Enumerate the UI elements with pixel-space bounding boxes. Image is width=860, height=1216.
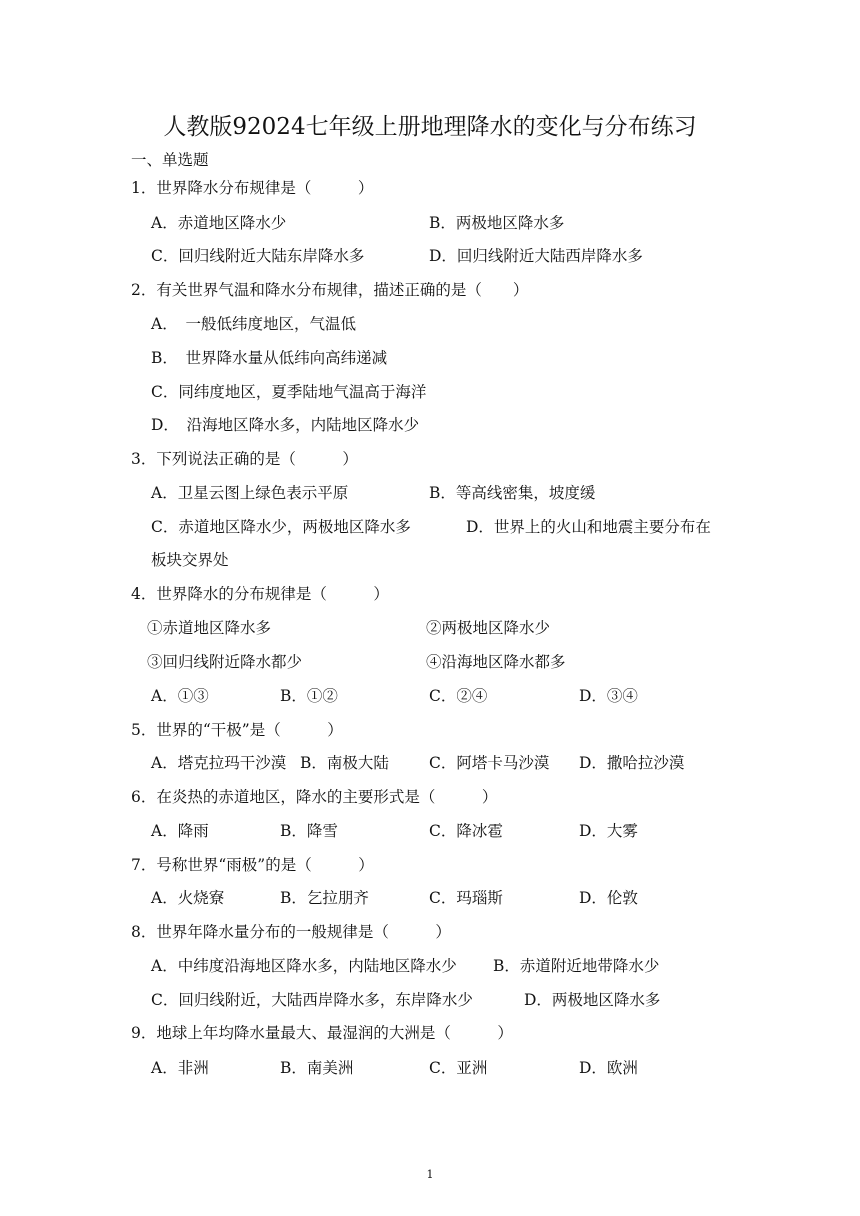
question-6-option-c: C．降冰雹 [429,822,503,840]
question-2-option-c: C．同纬度地区，夏季陆地气温高于海洋 [151,383,427,401]
question-2-option-b: B． 世界降水量从低纬向高纬递减 [151,349,388,367]
question-5-option-d: D．撒哈拉沙漠 [579,754,685,772]
question-2-stem: 2．有关世界气温和降水分布规律，描述正确的是（ ） [131,281,529,299]
question-2-option-d: D． 沿海地区降水多，内陆地区降水少 [151,416,420,434]
question-4-option-a: A．①③ [151,687,209,705]
question-3-stem: 3．下列说法正确的是（ ） [131,450,358,468]
question-7-option-d: D．伦敦 [579,889,638,907]
question-3-option-b: B．等高线密集，坡度缓 [429,484,596,502]
question-9-option-b: B．南美洲 [280,1059,354,1077]
question-8-stem: 8．世界年降水量分布的一般规律是（ ） [131,923,451,941]
question-9-option-c: C．亚洲 [429,1059,488,1077]
question-8-option-a: A．中纬度沿海地区降水多，内陆地区降水少 [151,957,457,975]
question-7-option-c: C．玛瑙斯 [429,889,503,907]
question-9-option-a: A．非洲 [151,1059,209,1077]
question-5-option-b: B．南极大陆 [300,754,389,772]
question-4-statement-3: ③回归线附近降水都少 [147,653,303,671]
question-5-stem: 5．世界的“干极”是（ ） [131,721,343,739]
question-9-option-d: D．欧洲 [579,1059,638,1077]
question-8-option-d: D．两极地区降水多 [524,991,661,1009]
question-4-statement-4: ④沿海地区降水都多 [426,653,566,671]
question-6-stem: 6．在炎热的赤道地区，降水的主要形式是（ ） [131,788,498,806]
question-8-option-b: B．赤道附近地带降水少 [493,957,660,975]
question-1-option-b: B．两极地区降水多 [429,214,565,232]
question-6-option-a: A．降雨 [151,822,209,840]
question-7-stem: 7．号称世界“雨极”的是（ ） [131,856,374,874]
question-4-option-d: D．③④ [579,687,638,705]
question-4-option-c: C．②④ [429,687,488,705]
question-6-option-b: B．降雪 [280,822,338,840]
question-4-statement-2: ②两极地区降水少 [426,619,551,637]
question-9-stem: 9．地球上年均降水量最大、最湿润的大洲是（ ） [131,1024,513,1042]
question-3-option-d: D．世界上的火山和地震主要分布在 [466,518,711,536]
question-1-option-d: D．回归线附近大陆西岸降水多 [429,247,643,265]
question-3-option-a: A．卫星云图上绿色表示平原 [151,484,349,502]
question-1-option-c: C．回归线附近大陆东岸降水多 [151,247,365,265]
question-1-stem: 1．世界降水分布规律是（ ） [131,179,374,197]
question-5-option-a: A．塔克拉玛干沙漠 [151,754,287,772]
question-7-option-a: A．火烧寮 [151,889,225,907]
question-5-option-c: C．阿塔卡马沙漠 [429,754,550,772]
question-4-option-b: B．①② [280,687,338,705]
question-4-statement-1: ①赤道地区降水多 [147,619,272,637]
question-7-option-b: B．乞拉朋齐 [280,889,369,907]
question-1-option-a: A．赤道地区降水少 [151,214,287,232]
question-3-option-c: C．赤道地区降水少，两极地区降水多 [151,518,411,536]
document-title: 人教版92024七年级上册地理降水的变化与分布练习 [163,114,697,140]
section-heading: 一、单选题 [131,151,209,169]
question-2-option-a: A． 一般低纬度地区，气温低 [151,315,356,333]
question-6-option-d: D．大雾 [579,822,638,840]
page-number: 1 [426,1168,434,1181]
question-4-stem: 4．世界降水的分布规律是（ ） [131,585,389,603]
question-3-option-d-continued: 板块交界处 [151,551,229,569]
question-8-option-c: C．回归线附近，大陆西岸降水多，东岸降水少 [151,991,473,1009]
